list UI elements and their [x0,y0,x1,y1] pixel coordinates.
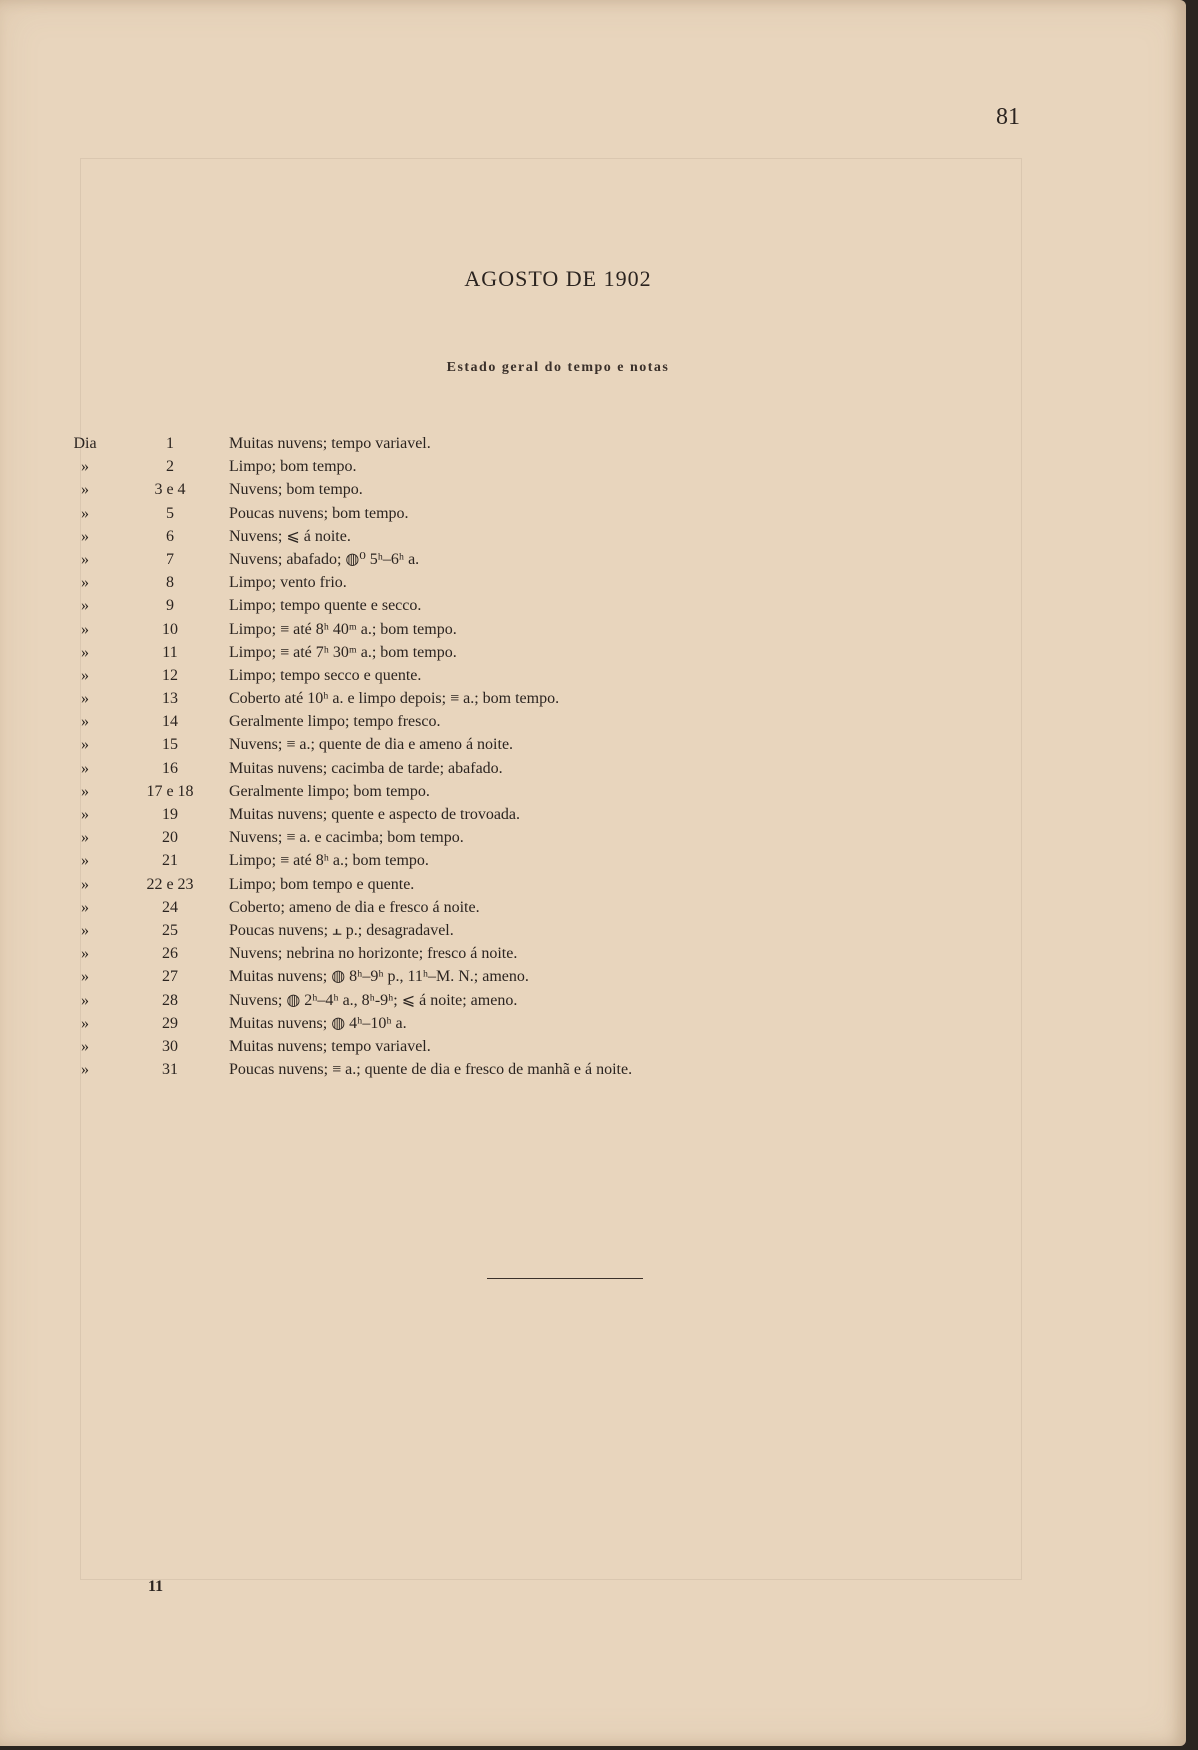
day-lead-label: » [81,643,89,661]
day-lead-label: » [81,875,89,893]
day-lead-label: » [81,991,89,1009]
daily-notes-list [0,432,1186,1081]
closing-rule [487,1278,643,1279]
list-item [0,803,1186,826]
day-number: 24 [162,898,178,916]
weather-note: Limpo; bom tempo. [229,458,357,476]
day-lead-label: » [81,1037,89,1055]
weather-note: Limpo; vento frio. [229,574,347,592]
day-number: 17 e 18 [146,782,194,800]
list-item [0,780,1186,803]
day-number: 27 [162,968,178,986]
day-number: 9 [166,597,174,615]
day-number: 8 [166,574,174,592]
day-lead-label: » [81,852,89,870]
weather-note: Nuvens; nebrina no horizonte; fresco á noite. [229,945,518,963]
day-number: 11 [162,643,178,661]
day-lead-label: » [81,574,89,592]
day-lead-label: » [81,782,89,800]
list-item [0,873,1186,896]
weather-note: Limpo; ≡ até 8ʰ 40ᵐ a.; bom tempo. [229,620,457,638]
day-number: 26 [162,945,178,963]
list-item [0,641,1186,664]
day-number: 20 [162,829,178,847]
list-item [0,826,1186,849]
day-number: 1 [166,435,174,452]
day-lead-label: » [81,597,89,615]
weather-note: Geralmente limpo; tempo fresco. [229,713,441,731]
day-lead-label: » [81,921,89,939]
list-item [0,710,1186,733]
page-title: AGOSTO DE 1902 [464,266,652,291]
list-item [0,478,1186,501]
list-item [0,455,1186,478]
signature-mark: 11 [148,1578,164,1595]
list-item [0,919,1186,942]
page-subtitle: Estado geral do tempo e notas [446,360,670,375]
list-item [0,618,1186,641]
weather-note: Poucas nuvens; ⫠ p.; desagradavel. [229,921,454,939]
day-lead-label: » [81,945,89,963]
list-item [0,664,1186,687]
day-number: 31 [162,1061,178,1079]
list-item [0,502,1186,525]
weather-note: Poucas nuvens; bom tempo. [229,504,409,522]
weather-note: Geralmente limpo; bom tempo. [229,782,430,800]
day-number: 12 [162,666,178,684]
day-lead-label: » [81,736,89,754]
day-lead-label: » [81,759,89,777]
list-item [0,896,1186,919]
day-number: 5 [166,504,174,522]
list-item [0,1058,1186,1081]
day-lead-label: » [81,1014,89,1032]
day-number: 2 [166,458,174,476]
weather-note: Muitas nuvens; tempo variavel. [229,435,431,452]
day-lead-label: » [81,898,89,916]
day-number: 10 [162,620,178,638]
list-item [0,432,1186,455]
list-item [0,989,1186,1012]
day-lead-label: » [81,458,89,476]
day-number: 21 [162,852,178,870]
weather-note: Muitas nuvens; tempo variavel. [229,1037,431,1055]
weather-note: Nuvens; ◍ 2ʰ–4ʰ a., 8ʰ-9ʰ; ⩽ á noite; ameno. [229,991,518,1009]
list-item [0,1035,1186,1058]
day-lead-label: » [81,968,89,986]
weather-note: Nuvens; ≡ a.; quente de dia e ameno á noite. [229,736,514,754]
list-item [0,965,1186,988]
day-number: 22 e 23 [146,875,194,893]
page-number: 81 [996,104,1020,130]
list-item [0,594,1186,617]
weather-note: Limpo; tempo quente e secco. [229,597,422,615]
weather-note: Coberto; ameno de dia e fresco á noite. [229,898,480,916]
list-item [0,1012,1186,1035]
day-lead-label: » [81,550,89,568]
day-lead-label: » [81,806,89,823]
day-number: 28 [162,991,178,1009]
day-number: 13 [162,690,178,708]
weather-note: Limpo; bom tempo e quente. [229,875,415,893]
day-lead-label: » [81,1061,89,1079]
day-number: 30 [162,1037,178,1055]
day-number: 16 [162,759,178,777]
list-item [0,849,1186,872]
day-lead-label: » [81,829,89,847]
list-item [0,548,1186,571]
day-number: 7 [166,550,174,568]
weather-note: Muitas nuvens; quente e aspecto de trovoada. [229,806,521,823]
weather-note: Poucas nuvens; ≡ a.; quente de dia e fresco de manhã e á noite. [229,1061,633,1079]
day-lead-label: » [81,620,89,638]
weather-note: Coberto até 10ʰ a. e limpo depois; ≡ a.; bom tempo. [229,690,560,708]
day-number: 14 [162,713,178,731]
day-number: 3 e 4 [154,481,186,499]
weather-note: Nuvens; ≡ a. e cacimba; bom tempo. [229,829,464,847]
weather-note: Limpo; ≡ até 8ʰ a.; bom tempo. [229,852,429,870]
list-item [0,733,1186,756]
day-number: 29 [162,1014,178,1032]
weather-note: Muitas nuvens; ◍ 4ʰ–10ʰ a. [229,1014,407,1032]
day-lead-label: » [81,666,89,684]
weather-note: Nuvens; ⩽ á noite. [229,527,351,545]
day-number: 6 [166,527,174,545]
list-item [0,687,1186,710]
day-number: 25 [162,921,178,939]
weather-note: Limpo; ≡ até 7ʰ 30ᵐ a.; bom tempo. [229,643,457,661]
list-item [0,942,1186,965]
weather-note: Nuvens; bom tempo. [229,481,363,499]
day-number: 15 [162,736,178,754]
day-lead-label: » [81,690,89,708]
weather-note: Muitas nuvens; ◍ 8ʰ–9ʰ p., 11ʰ–M. N.; ameno. [229,968,529,986]
list-item [0,757,1186,780]
day-lead-label: » [81,504,89,522]
day-number: 19 [162,806,178,823]
day-lead-label: Dia [73,435,97,452]
weather-note: Nuvens; abafado; ◍⁰ 5ʰ–6ʰ a. [229,550,420,568]
day-lead-label: » [81,527,89,545]
day-lead-label: » [81,713,89,731]
list-item [0,571,1186,594]
weather-note: Muitas nuvens; cacimba de tarde; abafado. [229,759,503,777]
day-lead-label: » [81,481,89,499]
list-item [0,525,1186,548]
weather-note: Limpo; tempo secco e quente. [229,666,422,684]
